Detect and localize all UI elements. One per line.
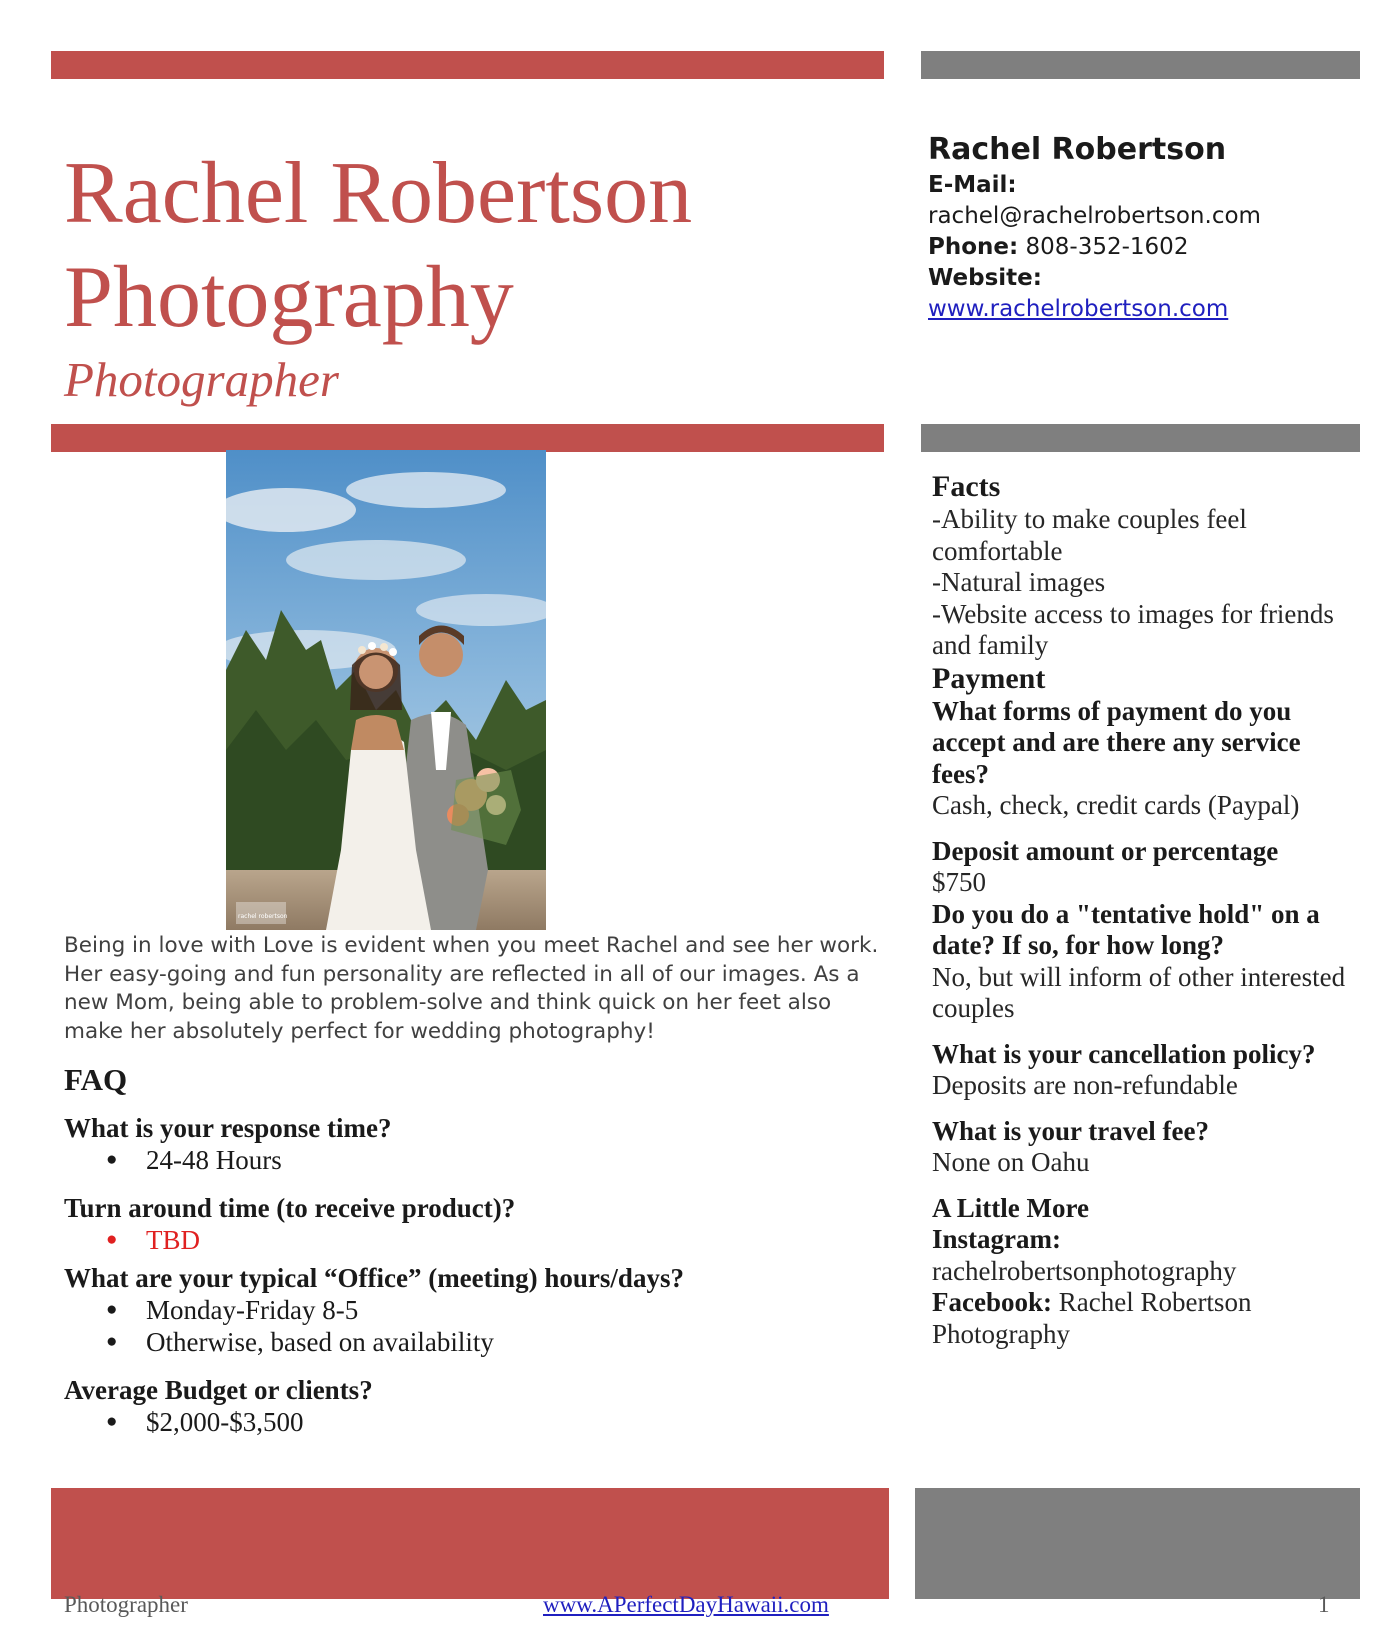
business-name-line2: Photography — [64, 249, 514, 346]
faq-answer: ● TBD — [64, 1224, 884, 1256]
faq-title: FAQ — [64, 1062, 128, 1097]
website-label: Website: — [928, 265, 1042, 291]
payment-question: What forms of payment do you accept and are there any service fees? — [932, 695, 1301, 789]
top-bar-right — [921, 51, 1360, 79]
faq-question: What is your response time? — [64, 1113, 392, 1143]
footer-bar-right — [915, 1488, 1360, 1599]
fact-item: -Ability to make couples feel comfortable — [932, 504, 1247, 566]
faq-answer: ● Monday-Friday 8-5 — [64, 1294, 884, 1326]
email-value[interactable]: rachel@rachelrobertson.com — [928, 203, 1261, 229]
faq-answer-list — [64, 1224, 884, 1256]
sidebar — [932, 470, 1352, 1350]
faq-question: Average Budget or clients? — [64, 1375, 373, 1405]
hold-answer: No, but will inform of other interested couples — [932, 961, 1346, 1023]
faq-question: What are your typical “Office” (meeting) hours/days? — [64, 1263, 684, 1293]
footer-role: Photographer — [64, 1592, 188, 1617]
payment-answer: Cash, check, credit cards (Paypal) — [932, 790, 1300, 820]
phone-value: 808-352-1602 — [1025, 234, 1189, 260]
svg-text:rachel robertson: rachel robertson — [238, 913, 288, 920]
deposit-answer: $750 — [932, 867, 986, 897]
instagram-label: Instagram: — [932, 1224, 1061, 1254]
mid-bar-right — [921, 424, 1360, 452]
deposit-question: Deposit amount or percentage — [932, 835, 1279, 866]
email-label: E-Mail: — [928, 172, 1017, 198]
footer-bar-left — [51, 1488, 889, 1599]
faq-question: Turn around time (to receive product)? — [64, 1193, 516, 1223]
faq-answer-list — [64, 1406, 884, 1438]
instagram-handle: rachelrobertsonphotography — [932, 1255, 1237, 1286]
business-name — [64, 142, 884, 350]
bio-paragraph: Being in love with Love is evident when you meet Rachel and see her work. Her easy-going and fun personality are reflected in all of our images. As a new Mom, being able to problem-solve and think quick on her feet also make her absolutely perfect for wedding photography! — [64, 933, 879, 1044]
mid-bar-left — [51, 424, 884, 452]
travel-question: What is your travel fee? — [932, 1115, 1209, 1146]
cancel-question: What is your cancellation policy? — [932, 1038, 1316, 1069]
faq-answer: ● Otherwise, based on availability — [64, 1326, 884, 1358]
website-link[interactable]: www.rachelrobertson.com — [928, 296, 1229, 322]
facebook-label: Facebook: — [932, 1287, 1052, 1317]
phone-label: Phone: — [928, 234, 1019, 260]
business-name-line1: Rachel Robertson — [64, 145, 693, 242]
fact-item: -Natural images — [932, 567, 1106, 597]
top-bar-left — [51, 51, 884, 79]
facebook-page: Rachel Robertson Photography — [932, 1287, 1252, 1349]
faq-section — [64, 1060, 884, 1454]
facts-title: Facts — [932, 470, 1001, 503]
cancel-answer: Deposits are non-refundable — [932, 1070, 1238, 1100]
travel-answer: None on Oahu — [932, 1147, 1090, 1177]
contact-block — [928, 130, 1368, 325]
contact-name: Rachel Robertson — [928, 132, 1227, 167]
wedding-photo — [226, 450, 546, 930]
hold-question: Do you do a "tentative hold" on a date? If so, for how long? — [932, 898, 1320, 960]
more-title: A Little More — [932, 1192, 1089, 1223]
payment-title: Payment — [932, 661, 1046, 695]
faq-answer-list — [64, 1144, 884, 1176]
faq-answer: ● $2,000-$3,500 — [64, 1406, 884, 1438]
role-subtitle: Photographer — [64, 352, 339, 407]
footer-website-link[interactable]: www.APerfectDayHawaii.com — [543, 1592, 829, 1617]
fact-item: -Website access to images for friends and family — [932, 598, 1334, 660]
page-number: 1 — [1318, 1592, 1330, 1617]
faq-answer-list — [64, 1294, 884, 1358]
faq-answer: ● 24-48 Hours — [64, 1144, 884, 1176]
